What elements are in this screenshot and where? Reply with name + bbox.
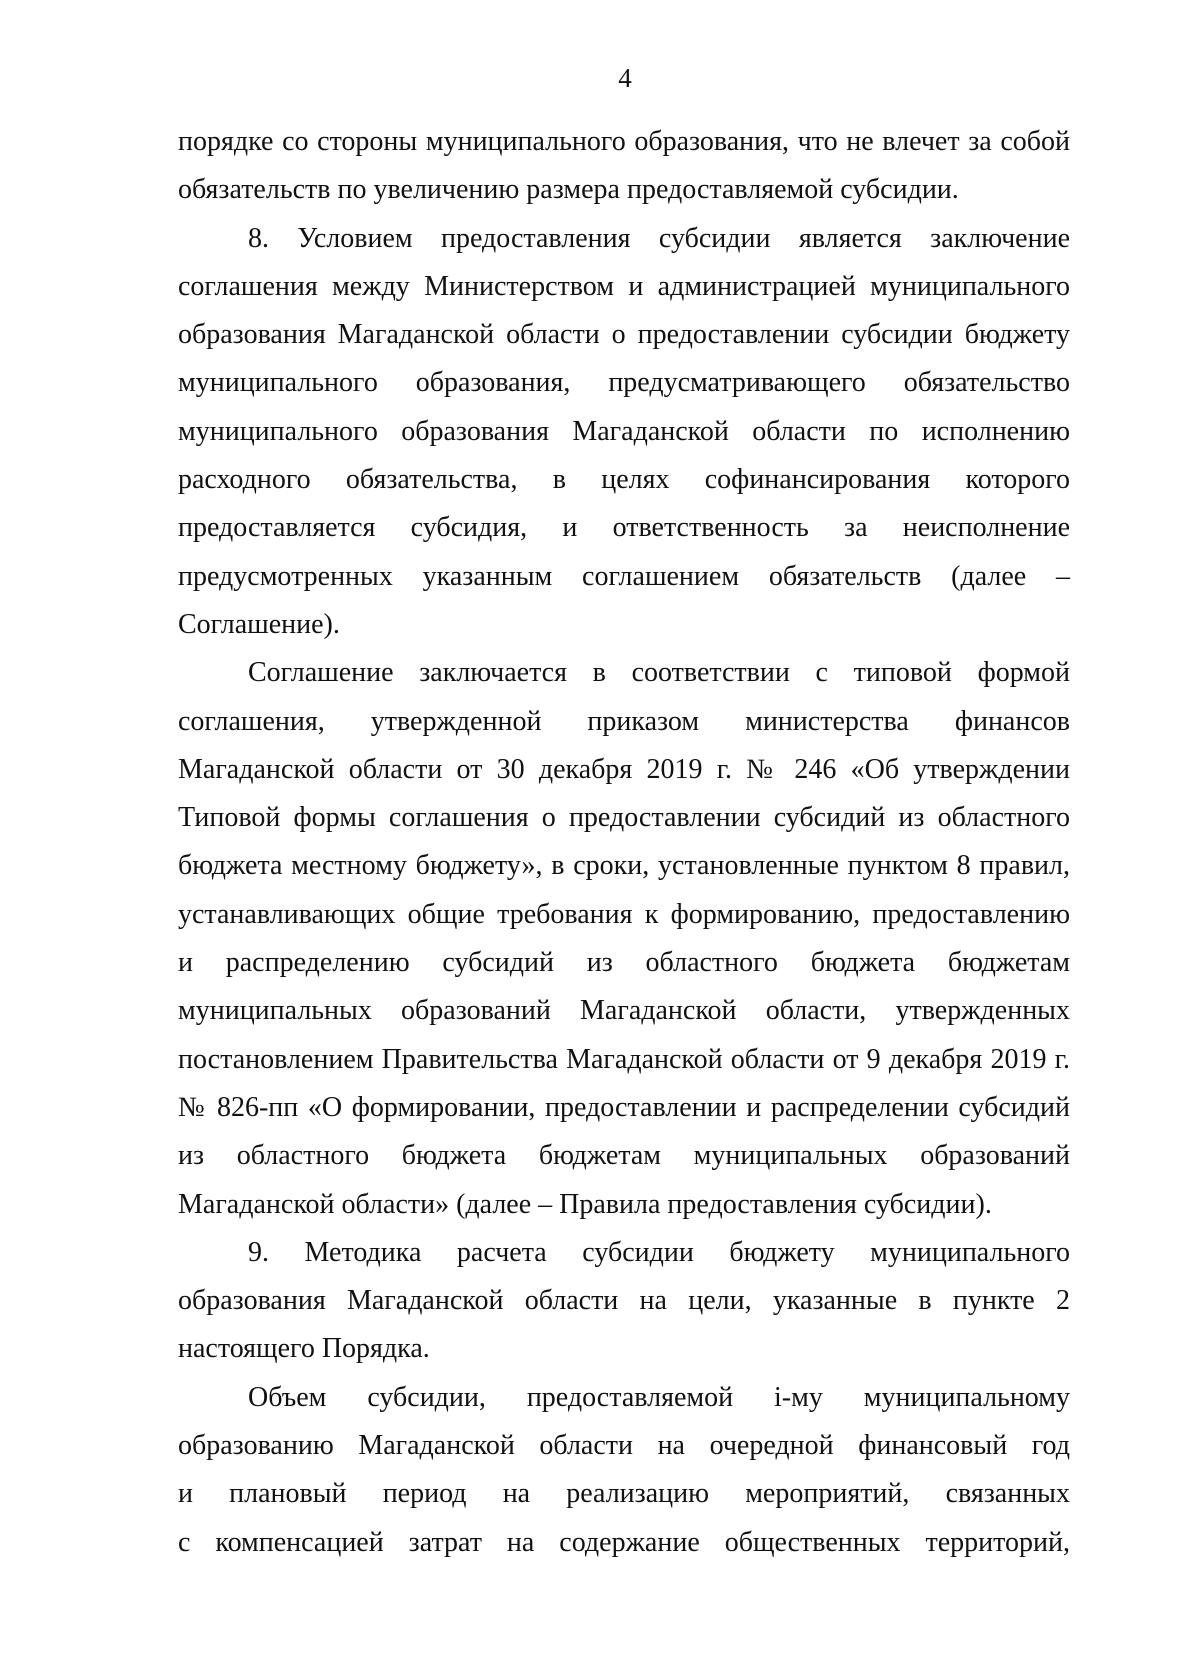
text-line: муниципального образования Магаданской области по исполнению [178, 415, 1070, 447]
text-line: Магаданской области от 30 декабря 2019 г. № 246 «Об утверждении [178, 753, 1070, 785]
agreement-paragraph-first-line: Соглашение заключается в соответствии с типовой формой [248, 657, 1070, 689]
page-number: 4 [618, 63, 632, 93]
text-line: Соглашение). [178, 608, 340, 640]
text-line: с компенсацией затрат на содержание общественных территорий, [178, 1526, 1070, 1558]
text-line: и распределению субсидий из областного бюджета бюджетам [178, 947, 1070, 979]
text-line: предоставляется субсидия, и ответственность за неисполнение [178, 512, 1070, 544]
text-line: из областного бюджета бюджетам муниципальных образований [178, 1140, 1070, 1172]
subsidy-volume-paragraph-first-line: Объем субсидии, предоставляемой i-му муниципальному [248, 1381, 1070, 1413]
text-line: соглашения, утвержденной приказом министерства финансов [178, 705, 1070, 737]
text-line: образования Магаданской области о предоставлении субсидии бюджету [178, 319, 1070, 351]
text-line: муниципального образования, предусматривающего обязательство [178, 367, 1070, 399]
text-line: устанавливающих общие требования к формированию, предоставлению [178, 898, 1070, 930]
text-line: Магаданской области» (далее – Правила предоставления субсидии). [178, 1188, 992, 1220]
text-line: настоящего Порядка. [178, 1333, 430, 1365]
paragraph-9-first-line: 9. Методика расчета субсидии бюджету муниципального [248, 1236, 1070, 1268]
text-line: постановлением Правительства Магаданской области от 9 декабря 2019 г. [178, 1043, 1070, 1075]
text-line: муниципальных образований Магаданской области, утвержденных [178, 995, 1070, 1027]
text-line: образованию Магаданской области на очередной финансовый год [178, 1430, 1070, 1462]
text-line: предусмотренных указанным соглашением обязательств (далее – [178, 560, 1070, 592]
text-line: бюджета местному бюджету», в сроки, установленные пунктом 8 правил, [178, 850, 1070, 882]
document-body [178, 118, 1070, 1567]
text-line: и плановый период на реализацию мероприятий, связанных [178, 1478, 1070, 1510]
text-line: порядке со стороны муниципального образования, что не влечет за собой [178, 126, 1070, 157]
text-line: образования Магаданской области на цели, указанные в пункте 2 [178, 1285, 1070, 1317]
text-line: обязательств по увеличению размера предоставляемой субсидии. [178, 174, 959, 206]
text-line: расходного обязательства, в целях софинансирования которого [178, 464, 1070, 496]
text-line: № 826-пп «О формировании, предоставлении и распределении субсидий [178, 1091, 1070, 1123]
text-line: соглашения между Министерством и администрацией муниципального [178, 270, 1070, 302]
text-line: Типовой формы соглашения о предоставлении субсидий из областного [178, 802, 1070, 834]
paragraph-8-first-line: 8. Условием предоставления субсидии является заключение [248, 222, 1070, 254]
